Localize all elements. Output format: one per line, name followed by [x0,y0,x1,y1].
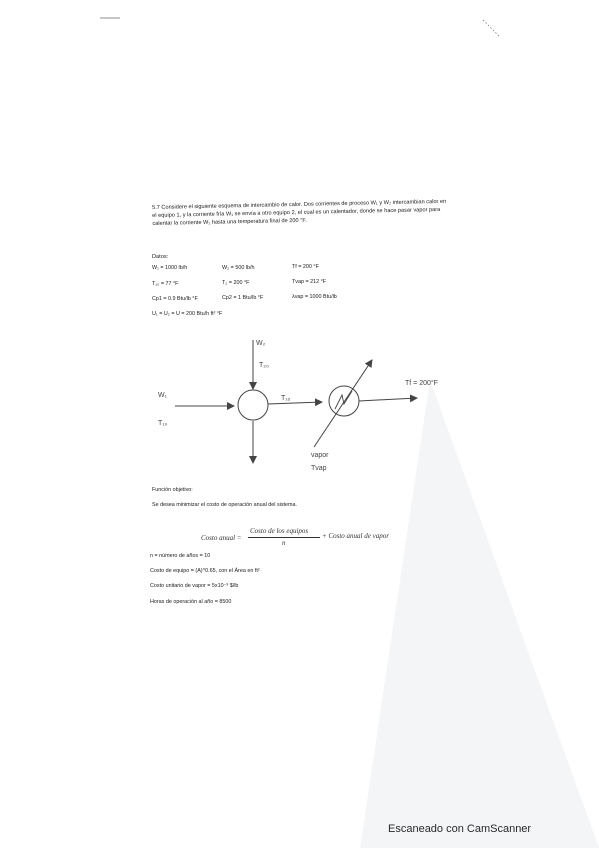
exchanger-link-arrow [268,402,322,404]
steam-line [314,360,372,447]
data-t10: T₁₀ = 77 °F [152,281,179,287]
objective-text: Se desea minimizar el costo de operación anual del sistema. [152,502,298,508]
exchanger-1 [238,390,268,420]
datos-label: Datos: [152,254,169,260]
data-tvap: Tvap = 212 °F [292,279,327,285]
heater-2 [329,386,359,416]
data-tf: Tf = 200 °F [292,264,319,270]
camscanner-watermark: Escaneado con CamScanner [388,823,532,835]
label-w1: W₁ [158,392,167,399]
data-w1: W₁ = 1000 lb/h [152,265,188,271]
note-hours: Horas de operación al año = 8500 [150,599,232,605]
data-cp1: Cp1 = 0.9 Btu/lb °F [152,296,198,302]
data-u: U₁ = U₂ = U = 200 Btu/h ft² °F [152,311,223,317]
note-equipment-cost: Costo de equipo = (A)^0.65, con el Área en ft² [150,568,260,574]
label-tvap: Tvap [311,465,327,472]
fraction-bar [248,537,320,538]
label-t10: T₁₀ [158,420,168,427]
product-outlet-arrow [359,398,417,401]
label-vapor: vapor [311,452,329,459]
formula-right: + Costo anual de vapor [322,532,389,540]
label-t1o: T₁ₒ [281,395,291,402]
objective-heading: Función objetivo: [152,487,193,493]
formula-numerator: Costo de los equipos [250,527,309,535]
data-t2: T₂ = 200 °F [222,280,250,286]
formula-left: Costo anual = [201,534,242,542]
data-cp2: Cp2 = 1 Btu/lb °F [222,295,264,301]
label-tf: Tf = 200°F [405,380,438,387]
data-lambda: λvap = 1000 Btu/lb [292,294,337,300]
formula-denominator: n [282,539,286,547]
label-t20: T₂₀ [259,362,269,369]
note-n: n = número de años = 10 [150,553,211,559]
note-vapor-cost: Costo unitario de vapor = 5x10⁻³ $/lb [150,583,239,589]
problem-statement: 5.7 Considere el siguiente esquema de intercambio de calor. Dos corrientes de proceso W₁ y W₂ intercambian calor en el equipo 1, y la corriente fría W₁ se envía a otro equipo 2, el cual es un calentador, donde se hace pasar vapor para calentar la corriente W₁ hasta una temperatura final de 200 °F. [152,198,447,227]
label-w2: W₂ [256,340,266,347]
data-w2: W₂ = 500 lb/h [222,265,255,271]
